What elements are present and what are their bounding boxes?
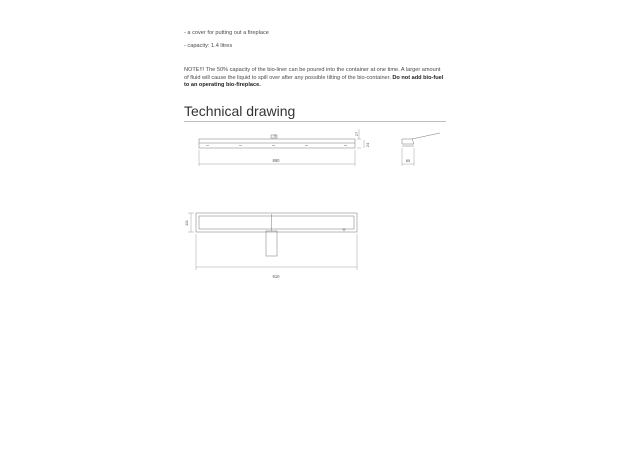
side-view xyxy=(402,133,440,146)
safety-note-text: NOTE!!! The 50% capacity of the bio-liner can be poured into the container at one time. A larger amount of fluid will cause the liquid to spill over after any possible tilting of the bio-container. xyxy=(184,67,441,81)
side-depth-label: 85 xyxy=(405,158,411,163)
front-dimensions xyxy=(199,129,364,166)
plan-handle xyxy=(266,231,277,256)
side-height-label: 24 xyxy=(365,142,370,148)
plan-logo-mark xyxy=(343,228,345,230)
plan-inner xyxy=(199,216,354,229)
section-title: Technical drawing xyxy=(184,103,296,119)
plan-depth-label: 111 xyxy=(184,219,189,227)
feature-cover: - a cover for putting out a fireplace xyxy=(184,30,269,36)
side-profile xyxy=(402,139,414,144)
side-dimensions xyxy=(402,148,414,166)
plan-dimensions xyxy=(188,213,357,270)
front-outline xyxy=(199,139,355,148)
side-lid-line xyxy=(412,133,440,139)
plan-view xyxy=(196,213,357,256)
front-width-label: 860 xyxy=(272,158,280,163)
front-handle-label: X xyxy=(273,133,277,138)
safety-note-warning: Do not add bio-fuel to an operating bio-fireplace. xyxy=(184,74,444,89)
plan-width-label: 910 xyxy=(272,274,280,279)
feature-capacity: - capacity: 1.4 litres xyxy=(184,43,233,49)
front-view xyxy=(199,135,355,148)
front-height-label: 27 xyxy=(354,131,359,137)
